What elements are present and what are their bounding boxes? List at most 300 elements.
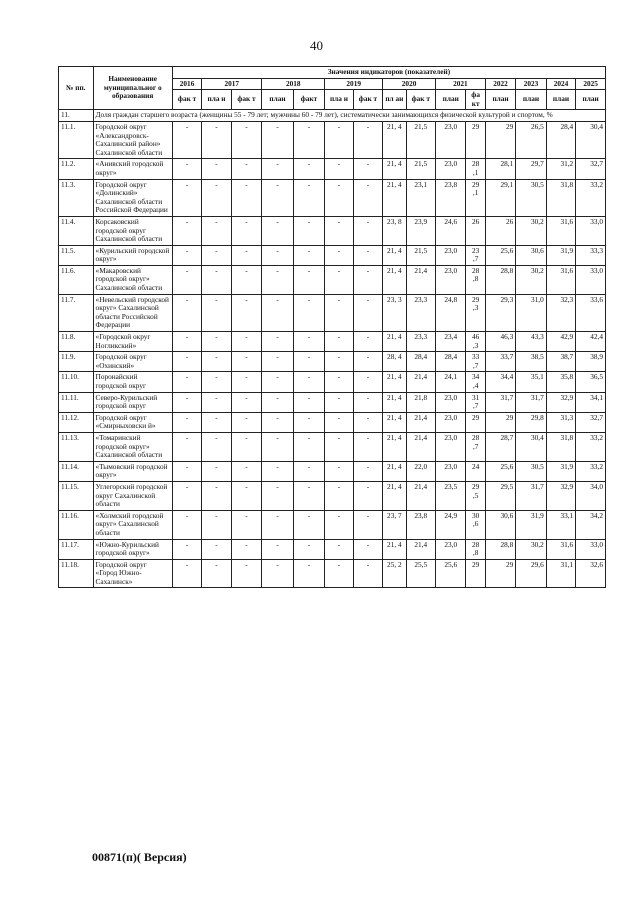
- value-cell: 46 ,3: [466, 332, 485, 352]
- value-cell: 24,9: [436, 510, 466, 539]
- value-cell: 30,4: [576, 121, 606, 158]
- value-cell: -: [353, 559, 382, 588]
- subheader-cell: план: [436, 90, 466, 110]
- value-cell: -: [293, 510, 325, 539]
- value-cell: -: [172, 265, 201, 294]
- value-cell: 25,6: [485, 461, 515, 481]
- table-row: [59, 481, 606, 510]
- value-cell: -: [293, 294, 325, 331]
- value-cell: -: [325, 265, 353, 294]
- value-cell: -: [325, 121, 353, 158]
- value-cell: 31,6: [546, 216, 575, 245]
- value-cell: 23, 3: [383, 294, 406, 331]
- value-cell: 32,6: [576, 559, 606, 588]
- value-cell: 28 ,8: [466, 539, 485, 559]
- subheader-cell: фак т: [353, 90, 382, 110]
- value-cell: 30,6: [485, 510, 515, 539]
- value-cell: 30,5: [516, 461, 546, 481]
- value-cell: 29,8: [516, 412, 546, 432]
- value-cell: -: [172, 539, 201, 559]
- row-number: 11.16.: [59, 510, 94, 539]
- subheader-cell: план: [516, 90, 546, 110]
- value-cell: 34 ,4: [466, 372, 485, 392]
- value-cell: 31,6: [546, 265, 575, 294]
- value-cell: -: [353, 159, 382, 179]
- value-cell: -: [262, 392, 294, 412]
- value-cell: 31,7: [516, 481, 546, 510]
- value-cell: -: [325, 539, 353, 559]
- value-cell: 23,0: [436, 245, 466, 265]
- value-cell: -: [293, 265, 325, 294]
- value-cell: -: [325, 372, 353, 392]
- value-cell: 29,7: [516, 159, 546, 179]
- value-cell: -: [172, 481, 201, 510]
- value-cell: 23,0: [436, 159, 466, 179]
- value-cell: 23,0: [436, 392, 466, 412]
- value-cell: 36,5: [576, 372, 606, 392]
- value-cell: 26,5: [516, 121, 546, 158]
- row-number: 11.10.: [59, 372, 94, 392]
- value-cell: -: [172, 461, 201, 481]
- value-cell: 33,0: [576, 265, 606, 294]
- section-row: [59, 110, 606, 122]
- value-cell: 31,9: [516, 510, 546, 539]
- value-cell: -: [325, 392, 353, 412]
- value-cell: -: [172, 159, 201, 179]
- value-cell: 38,5: [516, 352, 546, 372]
- subheader-cell: пл ан: [383, 90, 406, 110]
- value-cell: -: [262, 245, 294, 265]
- subheader-cell: факт: [293, 90, 325, 110]
- year-header: 2025: [576, 78, 606, 90]
- value-cell: 22,0: [406, 461, 435, 481]
- row-number: 11.11.: [59, 392, 94, 412]
- value-cell: 28 ,1: [466, 159, 485, 179]
- municipality-name: Северо-Курильский городской округ: [93, 392, 172, 412]
- value-cell: 21, 4: [383, 539, 406, 559]
- value-cell: -: [231, 245, 261, 265]
- value-cell: 33,2: [576, 179, 606, 216]
- value-cell: -: [293, 412, 325, 432]
- value-cell: 21, 4: [383, 265, 406, 294]
- value-cell: 33,2: [576, 432, 606, 461]
- table-row: [59, 559, 606, 588]
- header-values-title: Значения индикаторов (показателей): [172, 67, 605, 79]
- value-cell: 28,4: [406, 352, 435, 372]
- value-cell: -: [231, 559, 261, 588]
- value-cell: -: [231, 159, 261, 179]
- value-cell: 21,4: [406, 372, 435, 392]
- value-cell: 23,9: [406, 216, 435, 245]
- value-cell: 23,5: [436, 481, 466, 510]
- value-cell: -: [353, 216, 382, 245]
- value-cell: 25,5: [406, 559, 435, 588]
- subheader-cell: план: [262, 90, 294, 110]
- value-cell: -: [325, 461, 353, 481]
- document-version-footer: 00871(п)( Версия): [92, 850, 187, 864]
- value-cell: 29 ,5: [466, 481, 485, 510]
- value-cell: 21,5: [406, 159, 435, 179]
- value-cell: 29,5: [485, 481, 515, 510]
- value-cell: -: [202, 559, 231, 588]
- subheader-cell: план: [546, 90, 575, 110]
- value-cell: 26: [466, 216, 485, 245]
- value-cell: 23,0: [436, 412, 466, 432]
- table-row: [59, 392, 606, 412]
- value-cell: 29,1: [485, 179, 515, 216]
- value-cell: 30,4: [516, 432, 546, 461]
- value-cell: 35,8: [546, 372, 575, 392]
- value-cell: -: [172, 392, 201, 412]
- value-cell: 21,4: [406, 412, 435, 432]
- value-cell: -: [262, 352, 294, 372]
- municipality-name: Поронайский городской округ: [93, 372, 172, 392]
- value-cell: -: [353, 121, 382, 158]
- municipality-name: Углегорский городской округ Сахалинской области: [93, 481, 172, 510]
- value-cell: 21, 4: [383, 372, 406, 392]
- row-number: 11.14.: [59, 461, 94, 481]
- subheader-cell: фа кт: [466, 90, 485, 110]
- value-cell: 28,1: [485, 159, 515, 179]
- value-cell: 21, 4: [383, 332, 406, 352]
- value-cell: 28,7: [485, 432, 515, 461]
- value-cell: 30,2: [516, 216, 546, 245]
- municipality-name: Городской округ «Долинский» Сахалинской области Российской Федерации: [93, 179, 172, 216]
- value-cell: 21, 4: [383, 412, 406, 432]
- value-cell: -: [202, 294, 231, 331]
- value-cell: -: [353, 372, 382, 392]
- value-cell: -: [231, 216, 261, 245]
- row-number: 11.9.: [59, 352, 94, 372]
- value-cell: 21,4: [406, 265, 435, 294]
- value-cell: 24: [466, 461, 485, 481]
- value-cell: 23,8: [406, 510, 435, 539]
- value-cell: 23,8: [436, 179, 466, 216]
- value-cell: -: [293, 352, 325, 372]
- value-cell: 31,9: [546, 461, 575, 481]
- value-cell: -: [202, 179, 231, 216]
- subheader-cell: план: [576, 90, 606, 110]
- value-cell: 28, 4: [383, 352, 406, 372]
- row-number: 11.6.: [59, 265, 94, 294]
- value-cell: -: [231, 481, 261, 510]
- subheader-cell: фак т: [406, 90, 435, 110]
- value-cell: 23, 7: [383, 510, 406, 539]
- value-cell: 23,0: [436, 265, 466, 294]
- value-cell: -: [293, 539, 325, 559]
- value-cell: -: [353, 481, 382, 510]
- table-row: [59, 510, 606, 539]
- row-number: 11.7.: [59, 294, 94, 331]
- value-cell: -: [202, 265, 231, 294]
- value-cell: 32,3: [546, 294, 575, 331]
- value-cell: -: [325, 294, 353, 331]
- value-cell: 30,2: [516, 265, 546, 294]
- value-cell: 31,6: [546, 539, 575, 559]
- value-cell: 24,8: [436, 294, 466, 331]
- year-header: 2023: [516, 78, 546, 90]
- municipality-name: «Холмский городской округ» Сахалинской области: [93, 510, 172, 539]
- year-header: 2020: [383, 78, 436, 90]
- year-header: 2017: [202, 78, 262, 90]
- row-number: 11.12.: [59, 412, 94, 432]
- value-cell: 31,8: [546, 432, 575, 461]
- value-cell: -: [202, 461, 231, 481]
- value-cell: 21, 4: [383, 245, 406, 265]
- row-number: 11.15.: [59, 481, 94, 510]
- value-cell: -: [231, 179, 261, 216]
- value-cell: 31,2: [546, 159, 575, 179]
- value-cell: 34,1: [576, 392, 606, 412]
- value-cell: -: [231, 294, 261, 331]
- value-cell: -: [293, 392, 325, 412]
- value-cell: -: [293, 481, 325, 510]
- section-title: Доля граждан старшего возраста (женщины 55 - 79 лет; мужчины 60 - 79 лет), систематически занимающихся физической культурой и спортом, %: [93, 110, 605, 122]
- value-cell: -: [353, 332, 382, 352]
- value-cell: 21,4: [406, 539, 435, 559]
- value-cell: -: [202, 352, 231, 372]
- value-cell: -: [172, 372, 201, 392]
- value-cell: 28,4: [546, 121, 575, 158]
- value-cell: -: [172, 245, 201, 265]
- value-cell: 29 ,1: [466, 179, 485, 216]
- value-cell: -: [293, 121, 325, 158]
- value-cell: 21, 4: [383, 461, 406, 481]
- value-cell: 29: [485, 121, 515, 158]
- value-cell: -: [231, 510, 261, 539]
- value-cell: 29: [466, 559, 485, 588]
- value-cell: 31 ,7: [466, 392, 485, 412]
- value-cell: 31,7: [485, 392, 515, 412]
- value-cell: -: [262, 510, 294, 539]
- value-cell: -: [262, 461, 294, 481]
- value-cell: -: [325, 559, 353, 588]
- value-cell: -: [325, 332, 353, 352]
- value-cell: -: [202, 481, 231, 510]
- value-cell: 21, 4: [383, 121, 406, 158]
- year-header: 2016: [172, 78, 201, 90]
- value-cell: 33,2: [576, 461, 606, 481]
- value-cell: -: [262, 216, 294, 245]
- table-row: [59, 332, 606, 352]
- value-cell: 29: [466, 412, 485, 432]
- value-cell: 31,0: [516, 294, 546, 331]
- value-cell: -: [293, 159, 325, 179]
- value-cell: 21,5: [406, 245, 435, 265]
- year-header: 2018: [262, 78, 325, 90]
- value-cell: -: [172, 432, 201, 461]
- value-cell: -: [353, 245, 382, 265]
- value-cell: -: [231, 372, 261, 392]
- value-cell: 30,5: [516, 179, 546, 216]
- value-cell: -: [202, 432, 231, 461]
- value-cell: 21, 4: [383, 392, 406, 412]
- value-cell: 29,3: [485, 294, 515, 331]
- value-cell: -: [325, 245, 353, 265]
- value-cell: -: [262, 412, 294, 432]
- subheader-cell: план: [485, 90, 515, 110]
- value-cell: 23, 8: [383, 216, 406, 245]
- row-number: 11.17.: [59, 539, 94, 559]
- value-cell: 29,6: [516, 559, 546, 588]
- table-row: [59, 265, 606, 294]
- value-cell: 34,4: [485, 372, 515, 392]
- value-cell: 25,6: [485, 245, 515, 265]
- value-cell: -: [325, 510, 353, 539]
- value-cell: -: [293, 559, 325, 588]
- year-header: 2019: [325, 78, 383, 90]
- table-row: [59, 179, 606, 216]
- value-cell: 23 ,7: [466, 245, 485, 265]
- value-cell: -: [202, 121, 231, 158]
- value-cell: -: [231, 461, 261, 481]
- value-cell: 30,2: [516, 539, 546, 559]
- value-cell: -: [231, 412, 261, 432]
- table-row: [59, 461, 606, 481]
- value-cell: -: [202, 539, 231, 559]
- value-cell: -: [262, 481, 294, 510]
- municipality-name: «Невельский городской округ» Сахалинской области Российской Федерации: [93, 294, 172, 331]
- value-cell: -: [353, 392, 382, 412]
- header-name: Наименование муниципальног о образования: [93, 67, 172, 110]
- value-cell: -: [353, 352, 382, 372]
- value-cell: 31,8: [546, 179, 575, 216]
- value-cell: -: [231, 265, 261, 294]
- value-cell: -: [202, 372, 231, 392]
- municipality-name: «Томаринский городской округ» Сахалинской области: [93, 432, 172, 461]
- value-cell: -: [202, 159, 231, 179]
- value-cell: 33,3: [576, 245, 606, 265]
- value-cell: 31,1: [546, 559, 575, 588]
- value-cell: 21,4: [406, 481, 435, 510]
- table-row: [59, 352, 606, 372]
- municipality-name: Корсаковский городской округ Сахалинской области: [93, 216, 172, 245]
- value-cell: -: [325, 216, 353, 245]
- page-number: 40: [310, 38, 323, 53]
- value-cell: 32,7: [576, 412, 606, 432]
- value-cell: 23,3: [406, 332, 435, 352]
- value-cell: 24,6: [436, 216, 466, 245]
- municipality-name: Городской округ «Город Южно-Сахалинск»: [93, 559, 172, 588]
- value-cell: 21, 4: [383, 159, 406, 179]
- table-row: [59, 245, 606, 265]
- value-cell: -: [262, 265, 294, 294]
- value-cell: 28,8: [485, 539, 515, 559]
- value-cell: 23,3: [406, 294, 435, 331]
- value-cell: -: [353, 539, 382, 559]
- value-cell: -: [231, 332, 261, 352]
- value-cell: 38,9: [576, 352, 606, 372]
- value-cell: 34,2: [576, 510, 606, 539]
- header-row-1: [59, 67, 606, 79]
- row-number: 11.8.: [59, 332, 94, 352]
- table-row: [59, 372, 606, 392]
- value-cell: -: [293, 461, 325, 481]
- value-cell: -: [231, 352, 261, 372]
- value-cell: 30,6: [516, 245, 546, 265]
- value-cell: 42,4: [576, 332, 606, 352]
- year-header: 2024: [546, 78, 575, 90]
- value-cell: 23,4: [436, 332, 466, 352]
- value-cell: 32,9: [546, 392, 575, 412]
- value-cell: -: [353, 265, 382, 294]
- municipality-name: «Южно-Курильский городской округ»: [93, 539, 172, 559]
- subheader-cell: фак т: [231, 90, 261, 110]
- value-cell: -: [231, 121, 261, 158]
- value-cell: 33,7: [485, 352, 515, 372]
- row-number: 11.2.: [59, 159, 94, 179]
- value-cell: 28,8: [485, 265, 515, 294]
- header-num: № пп.: [59, 67, 94, 110]
- value-cell: 25, 2: [383, 559, 406, 588]
- row-number: 11.5.: [59, 245, 94, 265]
- value-cell: -: [202, 332, 231, 352]
- value-cell: -: [172, 510, 201, 539]
- table-row: [59, 216, 606, 245]
- municipality-name: Городской округ «Смирныховски й»: [93, 412, 172, 432]
- value-cell: -: [293, 216, 325, 245]
- value-cell: -: [325, 412, 353, 432]
- value-cell: 23,0: [436, 432, 466, 461]
- value-cell: -: [325, 432, 353, 461]
- value-cell: 23,0: [436, 539, 466, 559]
- value-cell: 29: [485, 412, 515, 432]
- row-number: 11.3.: [59, 179, 94, 216]
- table-row: [59, 432, 606, 461]
- value-cell: -: [262, 539, 294, 559]
- value-cell: -: [202, 216, 231, 245]
- value-cell: -: [262, 332, 294, 352]
- value-cell: -: [325, 159, 353, 179]
- value-cell: -: [172, 332, 201, 352]
- value-cell: 28 ,8: [466, 265, 485, 294]
- value-cell: -: [353, 179, 382, 216]
- value-cell: -: [353, 461, 382, 481]
- value-cell: 26: [485, 216, 515, 245]
- value-cell: 21, 4: [383, 179, 406, 216]
- value-cell: -: [202, 392, 231, 412]
- value-cell: 21,8: [406, 392, 435, 412]
- value-cell: 24,1: [436, 372, 466, 392]
- subheader-cell: пла н: [325, 90, 353, 110]
- municipality-name: Городской округ «Охинский»: [93, 352, 172, 372]
- value-cell: 30 ,6: [466, 510, 485, 539]
- value-cell: 21, 4: [383, 432, 406, 461]
- value-cell: -: [231, 392, 261, 412]
- value-cell: 38,7: [546, 352, 575, 372]
- row-number: 11.13.: [59, 432, 94, 461]
- value-cell: 33,0: [576, 539, 606, 559]
- value-cell: -: [293, 245, 325, 265]
- value-cell: 33 ,7: [466, 352, 485, 372]
- value-cell: -: [172, 294, 201, 331]
- value-cell: -: [262, 559, 294, 588]
- value-cell: -: [262, 294, 294, 331]
- value-cell: 42,9: [546, 332, 575, 352]
- value-cell: 43,3: [516, 332, 546, 352]
- value-cell: 21,5: [406, 121, 435, 158]
- subheader-cell: фак т: [172, 90, 201, 110]
- value-cell: -: [262, 159, 294, 179]
- table-row: [59, 159, 606, 179]
- value-cell: -: [172, 412, 201, 432]
- value-cell: 33,1: [546, 510, 575, 539]
- value-cell: -: [202, 412, 231, 432]
- value-cell: -: [231, 432, 261, 461]
- subheader-cell: пла н: [202, 90, 231, 110]
- value-cell: -: [172, 352, 201, 372]
- indicators-table: [58, 66, 606, 588]
